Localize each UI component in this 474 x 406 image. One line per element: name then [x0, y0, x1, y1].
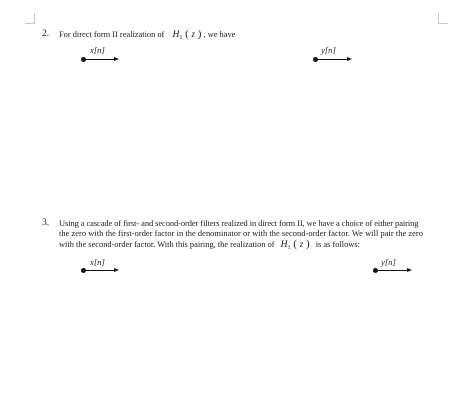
page-corner-mark-top-right: [438, 13, 448, 24]
text-after: , we have: [203, 30, 236, 39]
output-signal-label: y[n]: [321, 45, 336, 55]
item-number: 3.: [42, 218, 50, 228]
input-signal-label: x[n]: [90, 257, 105, 267]
input-signal-label: x[n]: [90, 45, 105, 55]
text-line-1: Using a cascade of first- and second-order filters realized in direct form II, we have a choice of either pairing: [59, 219, 419, 228]
item-number: 2.: [42, 29, 50, 39]
output-signal-label: y[n]: [381, 257, 396, 267]
item-text: For direct form II realization of $H_1$ ( z ) , we have: [59, 28, 236, 41]
text-line-3: with the second-order factor. With this pairing, the realization of $H_1$ ( z ) is as follows:: [59, 238, 360, 252]
transfer-function: $H_1$: [172, 30, 183, 41]
item-text: [59, 219, 439, 254]
function-argument: z: [299, 239, 304, 250]
text-before: For direct form II realization of: [59, 30, 165, 39]
function-argument: z: [191, 29, 195, 39]
text-line-2: the zero with the first-order factor in the denominator or with the second-order factor. We will pair the zero: [59, 229, 423, 239]
transfer-function: $H_1$: [280, 240, 291, 252]
page-corner-mark-top-left: [25, 13, 35, 24]
